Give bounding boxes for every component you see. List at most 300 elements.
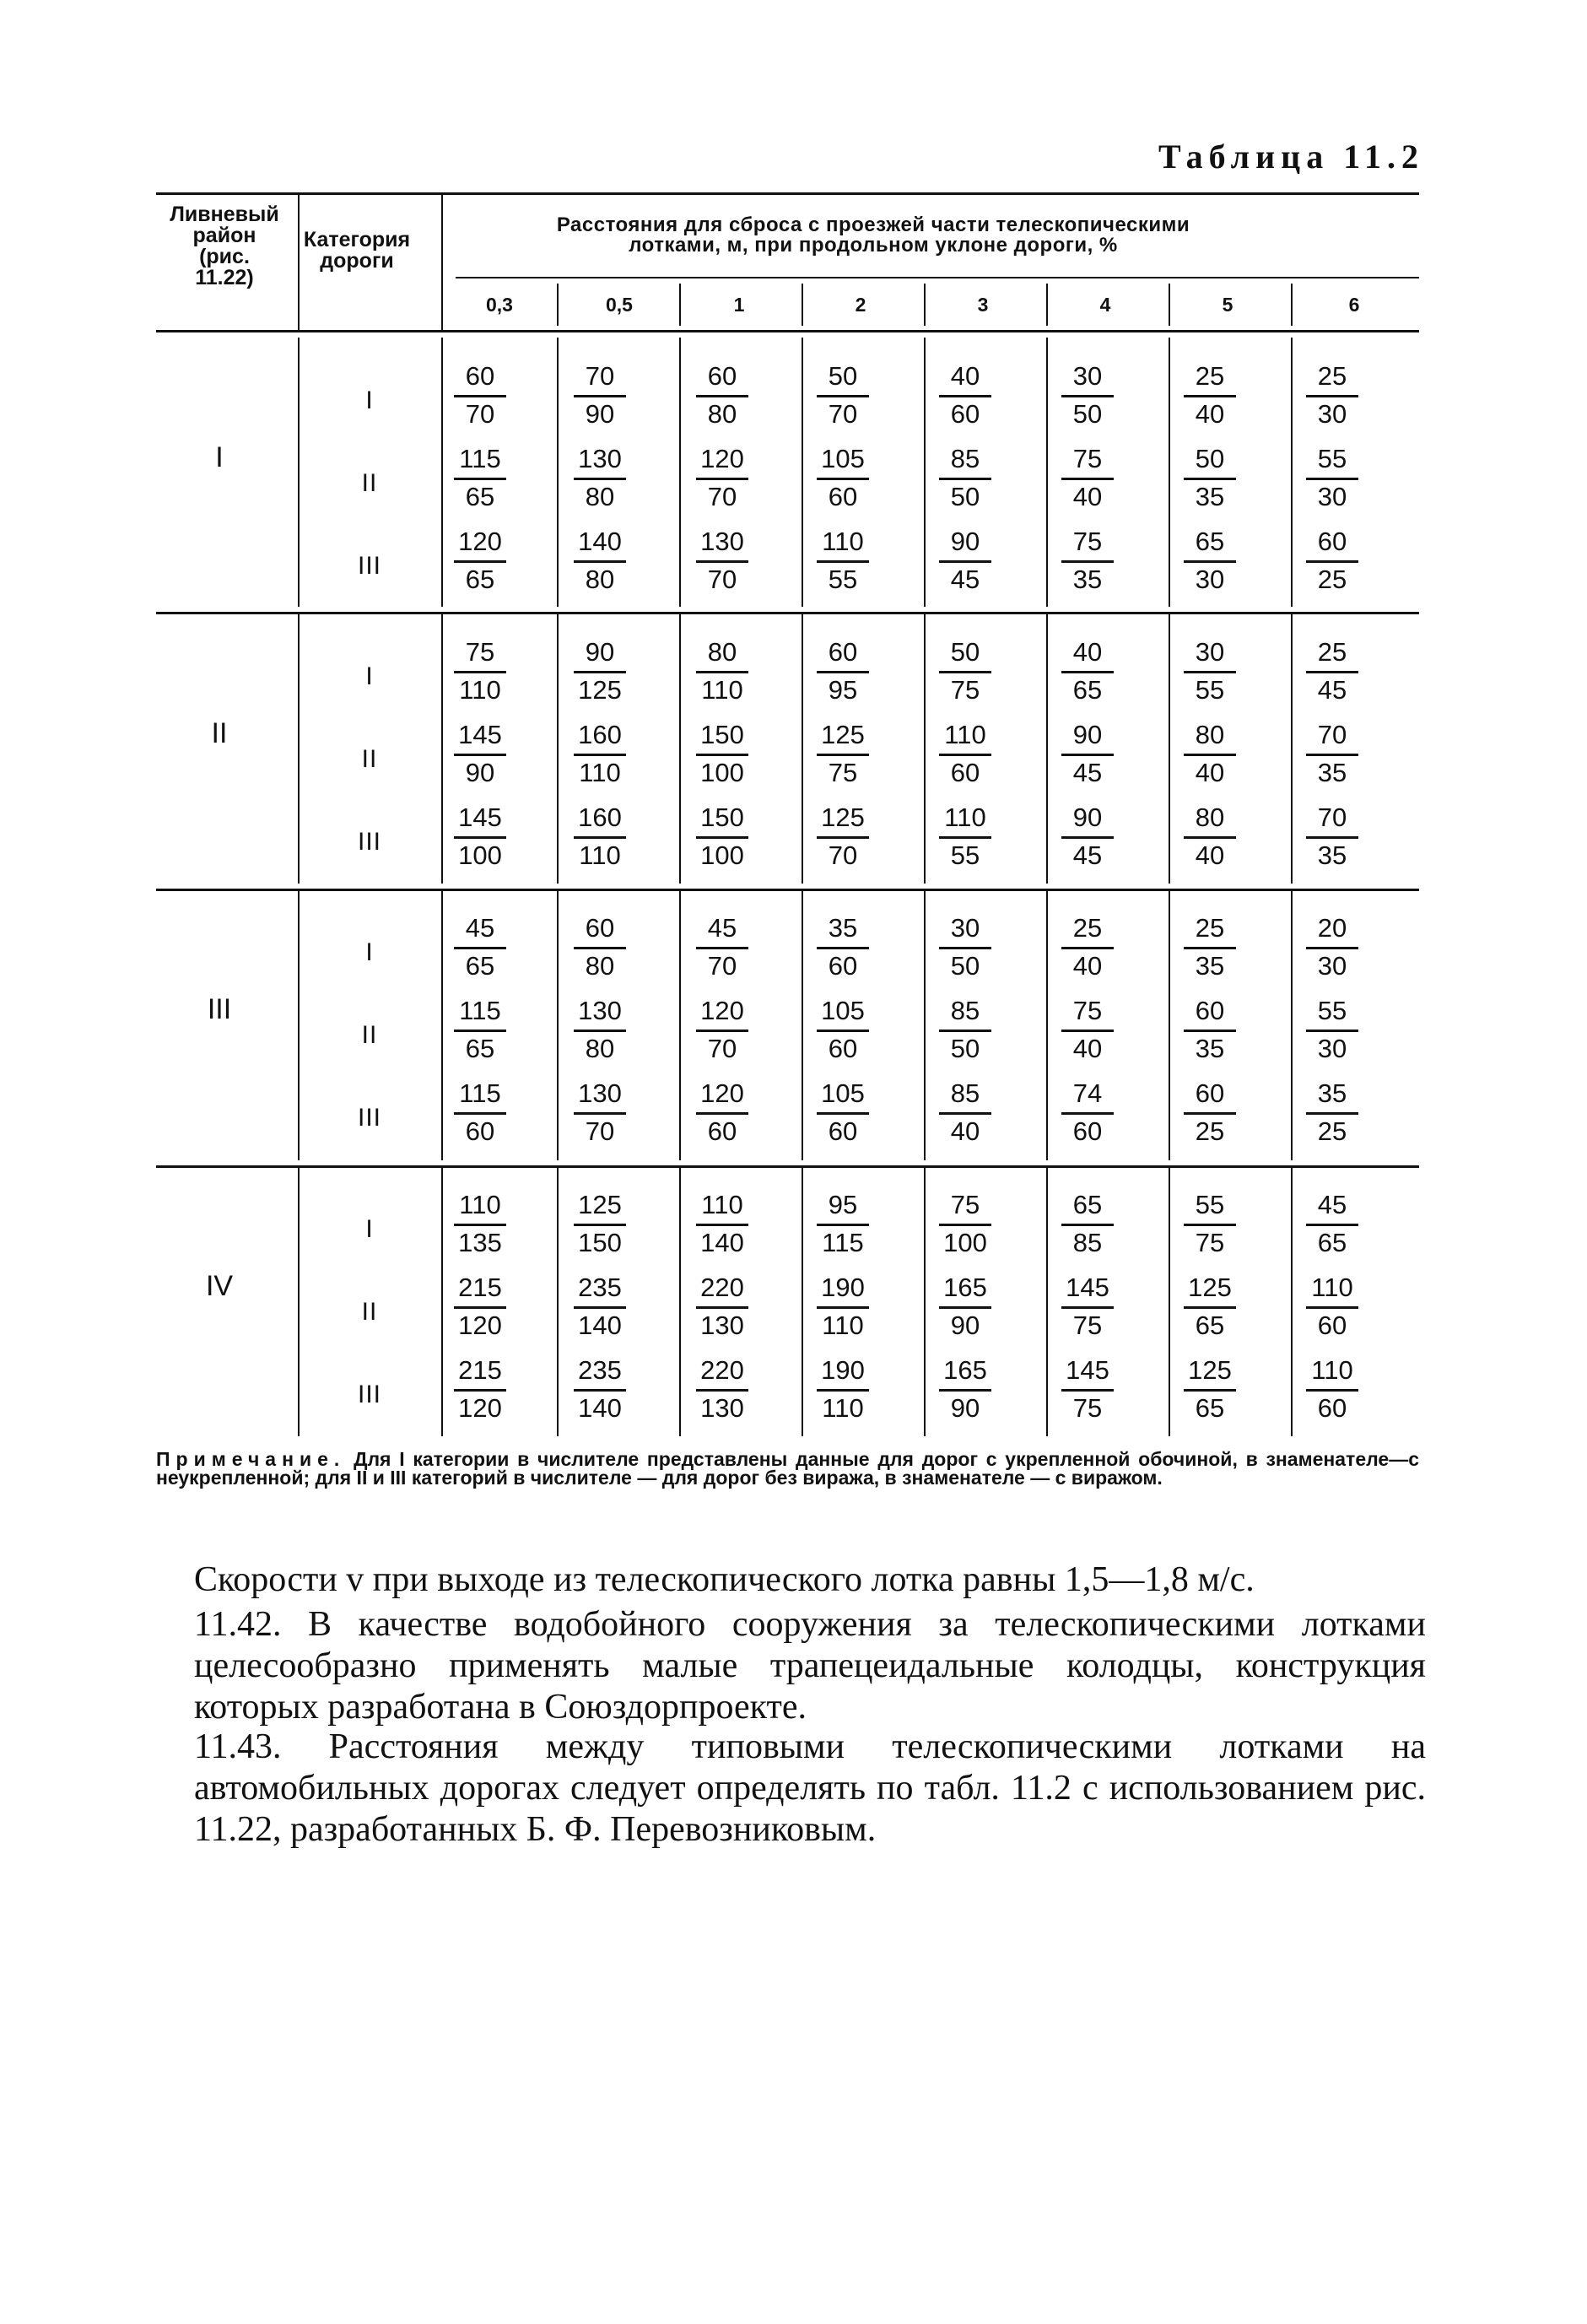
denominator: 65 [454,1030,506,1066]
denominator: 55 [817,560,869,597]
distance-fraction [443,442,517,514]
distance-fraction [443,801,517,873]
denominator: 75 [939,671,991,707]
numerator: 130 [578,1078,622,1108]
denominator: 120 [454,1306,506,1343]
distance-fraction [563,1188,637,1260]
numerator: 110 [701,1190,743,1219]
denominator: 90 [454,754,506,790]
header-bottom-rule [156,330,1419,332]
denominator: 40 [1061,478,1114,514]
numerator: 25 [1317,361,1347,391]
distance-fraction [1295,718,1369,790]
denominator: 110 [696,671,748,707]
body-vrule [1291,891,1293,1160]
denominator: 50 [939,1030,991,1066]
header-distances [409,215,1337,256]
numerator: 75 [465,637,495,667]
numerator: 215 [458,1355,502,1385]
denominator: 75 [1061,1389,1114,1425]
body-vrule [557,614,559,884]
distance-fraction [1173,994,1247,1066]
numerator: 190 [821,1273,865,1302]
numerator: 80 [1195,803,1225,832]
denominator: 75 [1061,1306,1114,1343]
numerator: 35 [828,913,858,943]
denominator: 60 [1306,1389,1358,1425]
denominator: 60 [696,1112,748,1148]
distance-fraction [1295,911,1369,983]
body-vrule [557,891,559,1160]
denominator: 150 [574,1224,626,1260]
numerator: 235 [578,1355,622,1385]
note-lead: Примечание. [156,1448,346,1470]
denominator: 110 [454,671,506,707]
numerator: 20 [1317,913,1347,943]
body-vrule [298,891,300,1160]
header-distances-line: Расстояния для сброса с проезжей части телескопическими [556,213,1190,236]
distance-fraction [1295,1077,1369,1148]
denominator: 35 [1306,754,1358,790]
numerator: 125 [821,803,865,832]
distance-fraction [685,801,759,873]
denominator: 100 [454,836,506,873]
region-label: IV [205,1270,234,1302]
numerator: 35 [1317,1078,1347,1108]
denominator: 110 [574,836,626,873]
numerator: 90 [1072,803,1103,832]
numerator: 50 [828,361,858,391]
distance-fraction [443,635,517,707]
distance-fraction [928,1354,1002,1425]
header-vrule [441,192,443,330]
denominator: 40 [939,1112,991,1148]
distance-fraction [1295,442,1369,514]
denominator: 65 [454,560,506,597]
numerator: 130 [700,527,744,556]
numerator: 75 [1072,444,1103,473]
distance-fraction [1173,1354,1247,1425]
header-region [161,204,288,289]
slope-label: 5 [1222,294,1233,316]
numerator: 140 [578,527,622,556]
denominator: 35 [1184,1030,1236,1066]
numerator: 60 [1195,996,1225,1025]
numerator: 75 [950,1190,980,1219]
category-label: I [365,386,374,414]
category-label: I [365,938,374,966]
denominator: 40 [1184,395,1236,431]
distance-fraction [928,359,1002,431]
denominator: 35 [1184,947,1236,983]
paragraph-11-43: 11.43. Расстояния между типовыми телескопическими лотками на автомобильных дорогах следует определять по табл. 11.2 с использованием рис. 11.22, разработанных Б. Ф. Перевозниковым. [194,1727,1426,1849]
numerator: 160 [578,720,622,749]
numerator: 85 [950,996,980,1025]
body-vrule [802,338,803,607]
header-category-line: дороги [320,249,394,273]
numerator: 220 [700,1355,744,1385]
distance-fraction [1050,801,1125,873]
numerator: 75 [1072,527,1103,556]
distance-fraction [443,359,517,431]
paragraph-11-42: 11.42. В качестве водобойного сооружения за телескопическими лотками целесообразно применять малые трапецеидальные колодцы, конструкция которых разработана в Союздорпроекте. [194,1605,1426,1727]
numerator: 60 [585,913,615,943]
numerator: 85 [950,1078,980,1108]
distance-fraction [685,1271,759,1343]
numerator: 65 [1195,527,1225,556]
denominator: 65 [1061,671,1114,707]
slope-label: 4 [1099,294,1111,316]
distance-fraction [1295,635,1369,707]
numerator: 55 [1317,996,1347,1025]
distance-fraction [1050,635,1125,707]
denominator: 120 [454,1389,506,1425]
numerator: 105 [821,1078,865,1108]
numerator: 125 [1188,1273,1232,1302]
distance-fraction [1295,525,1369,597]
body-vrule [1169,338,1170,607]
numerator: 120 [458,527,502,556]
distance-fraction [563,911,637,983]
denominator: 70 [696,947,748,983]
body-vrule [1046,1168,1048,1436]
distance-fraction [443,1354,517,1425]
denominator: 80 [574,947,626,983]
category-label: II [361,469,378,497]
numerator: 110 [944,720,986,749]
distance-fraction [1050,1188,1125,1260]
numerator: 115 [459,1078,501,1108]
region-label: II [211,717,228,749]
numerator: 50 [1195,444,1225,473]
numerator: 40 [1072,637,1103,667]
header-distances-line: лотками, м, при продольном уклоне дороги, % [629,234,1118,257]
distance-fraction [443,1188,517,1260]
distance-fraction [1050,994,1125,1066]
denominator: 100 [939,1224,991,1260]
denominator: 60 [939,754,991,790]
denominator: 70 [817,836,869,873]
distance-fraction [685,525,759,597]
body-vrule [557,1168,559,1436]
denominator: 40 [1061,1030,1114,1066]
denominator: 135 [454,1224,506,1260]
distance-fraction [685,635,759,707]
distance-fraction [928,525,1002,597]
denominator: 70 [696,1030,748,1066]
numerator: 25 [1317,637,1347,667]
denominator: 60 [1061,1112,1114,1148]
denominator: 45 [1061,754,1114,790]
distance-fraction [1295,1354,1369,1425]
body-vrule [924,614,926,884]
denominator: 45 [939,560,991,597]
numerator: 145 [458,720,502,749]
body-vrule [924,338,926,607]
denominator: 70 [817,395,869,431]
denominator: 50 [939,947,991,983]
distance-fraction [806,911,880,983]
numerator: 90 [585,637,615,667]
numerator: 74 [1072,1078,1103,1108]
slope-vrule [1046,284,1048,326]
distance-fraction [443,994,517,1066]
distance-fraction [1173,1188,1247,1260]
denominator: 90 [574,395,626,431]
slope-vrule [924,284,926,326]
numerator: 45 [465,913,495,943]
distance-fraction [443,1271,517,1343]
numerator: 90 [1072,720,1103,749]
body-vrule [924,1168,926,1436]
denominator: 70 [696,560,748,597]
numerator: 110 [822,527,864,556]
numerator: 30 [1072,361,1103,391]
region-label: I [215,441,224,473]
distance-fraction [685,1188,759,1260]
numerator: 145 [1066,1355,1109,1385]
denominator: 25 [1306,560,1358,597]
denominator: 50 [1061,395,1114,431]
numerator: 125 [578,1190,622,1219]
numerator: 45 [1317,1190,1347,1219]
category-label: III [357,552,381,580]
numerator: 70 [1317,720,1347,749]
numerator: 25 [1195,361,1225,391]
distance-fraction [1173,635,1247,707]
region-label: III [207,993,232,1025]
distance-fraction [928,635,1002,707]
denominator: 115 [817,1224,869,1260]
category-label: II [361,1021,378,1049]
numerator: 130 [578,996,622,1025]
denominator: 130 [696,1389,748,1425]
numerator: 165 [943,1355,987,1385]
denominator: 35 [1061,560,1114,597]
table-top-rule [156,192,1419,195]
denominator: 75 [817,754,869,790]
header-category [296,230,418,272]
numerator: 115 [459,996,501,1025]
distance-fraction [563,801,637,873]
distance-fraction [685,442,759,514]
distance-fraction [563,1077,637,1148]
denominator: 60 [817,1030,869,1066]
category-label: III [357,1104,381,1132]
slope-vrule [802,284,803,326]
distance-fraction [806,718,880,790]
distance-fraction [1173,359,1247,431]
numerator: 110 [1311,1273,1353,1302]
drainage-table [156,192,1419,1451]
denominator: 80 [574,1030,626,1066]
numerator: 145 [1066,1273,1109,1302]
distance-fraction [443,525,517,597]
distance-fraction [1173,1271,1247,1343]
body-vrule [298,1168,300,1436]
body-vrule [1291,1168,1293,1436]
distance-fraction [806,442,880,514]
denominator: 65 [454,947,506,983]
numerator: 115 [459,444,501,473]
body-vrule [557,338,559,607]
body-vrule [1169,614,1170,884]
region-separator-rule [156,889,1419,891]
denominator: 95 [817,671,869,707]
category-label: III [357,828,381,856]
distance-fraction [928,801,1002,873]
numerator: 60 [1195,1078,1225,1108]
denominator: 65 [1184,1389,1236,1425]
header-region-line: район [192,224,256,247]
distance-fraction [685,1354,759,1425]
denominator: 40 [1184,754,1236,790]
body-vrule [679,338,681,607]
body-vrule [679,1168,681,1436]
numerator: 150 [700,720,744,749]
denominator: 35 [1306,836,1358,873]
distance-fraction [1050,359,1125,431]
distance-fraction [563,635,637,707]
denominator: 65 [1184,1306,1236,1343]
distance-fraction [1050,1354,1125,1425]
denominator: 65 [1306,1224,1358,1260]
numerator: 120 [700,1078,744,1108]
body-vrule [802,614,803,884]
distance-fraction [563,1271,637,1343]
distance-fraction [1050,442,1125,514]
body-vrule [1169,891,1170,1160]
distance-fraction [443,1077,517,1148]
numerator: 85 [950,444,980,473]
distance-fraction [685,911,759,983]
numerator: 215 [458,1273,502,1302]
header-category-line: Категория [303,228,411,251]
body-vrule [1169,1168,1170,1436]
numerator: 105 [821,444,865,473]
denominator: 80 [574,478,626,514]
numerator: 80 [1195,720,1225,749]
denominator: 110 [574,754,626,790]
denominator: 30 [1306,947,1358,983]
denominator: 25 [1184,1112,1236,1148]
distance-fraction [1295,1188,1369,1260]
distance-fraction [563,718,637,790]
distance-fraction [806,635,880,707]
slope-label: 6 [1348,294,1360,316]
distance-fraction [685,718,759,790]
body-vrule [1291,614,1293,884]
body-vrule [298,338,300,607]
slope-label: 0,3 [486,294,513,316]
numerator: 160 [578,803,622,832]
distance-fraction [443,718,517,790]
numerator: 25 [1072,913,1103,943]
numerator: 120 [700,444,744,473]
slope-label: 0,5 [606,294,633,316]
header-vrule [298,192,300,330]
header-inner-rule [456,277,1419,278]
distance-fraction [685,359,759,431]
numerator: 220 [700,1273,744,1302]
denominator: 30 [1306,1030,1358,1066]
numerator: 120 [700,996,744,1025]
denominator: 140 [696,1224,748,1260]
distance-fraction [563,1354,637,1425]
distance-fraction [928,718,1002,790]
numerator: 145 [458,803,502,832]
numerator: 45 [707,913,737,943]
numerator: 60 [465,361,495,391]
denominator: 110 [817,1306,869,1343]
distance-fraction [928,994,1002,1066]
numerator: 30 [1195,637,1225,667]
denominator: 60 [454,1112,506,1148]
body-vrule [298,614,300,884]
header-region-line: Ливневый [170,203,279,226]
denominator: 70 [696,478,748,514]
category-label: I [365,662,374,690]
numerator: 30 [950,913,980,943]
denominator: 50 [939,478,991,514]
numerator: 150 [700,803,744,832]
distance-fraction [806,1188,880,1260]
body-vrule [1046,614,1048,884]
distance-fraction [806,359,880,431]
numerator: 60 [1317,527,1347,556]
denominator: 110 [817,1389,869,1425]
distance-fraction [928,1188,1002,1260]
numerator: 95 [828,1190,858,1219]
distance-fraction [806,801,880,873]
denominator: 85 [1061,1224,1114,1260]
distance-fraction [1295,359,1369,431]
denominator: 60 [817,478,869,514]
denominator: 75 [1184,1224,1236,1260]
region-separator-rule [156,1165,1419,1168]
distance-fraction [1050,911,1125,983]
denominator: 30 [1184,560,1236,597]
denominator: 60 [1306,1306,1358,1343]
distance-fraction [928,911,1002,983]
denominator: 70 [574,1112,626,1148]
denominator: 45 [1061,836,1114,873]
distance-fraction [806,1077,880,1148]
distance-fraction [1295,994,1369,1066]
denominator: 100 [696,754,748,790]
table-note [156,1450,1419,1487]
numerator: 125 [821,720,865,749]
numerator: 50 [950,637,980,667]
numerator: 110 [459,1190,501,1219]
denominator: 140 [574,1389,626,1425]
distance-fraction [928,442,1002,514]
distance-fraction [1050,718,1125,790]
numerator: 235 [578,1273,622,1302]
distance-fraction [1173,911,1247,983]
distance-fraction [685,994,759,1066]
denominator: 45 [1306,671,1358,707]
distance-fraction [806,1271,880,1343]
paragraph-speed: Скорости v при выходе из телескопического лотка равны 1,5—1,8 м/с. [194,1560,1255,1599]
numerator: 110 [944,803,986,832]
denominator: 60 [939,395,991,431]
distance-fraction [806,525,880,597]
slope-label: 1 [733,294,745,316]
category-label: II [361,745,378,773]
numerator: 25 [1195,913,1225,943]
numerator: 65 [1072,1190,1103,1219]
